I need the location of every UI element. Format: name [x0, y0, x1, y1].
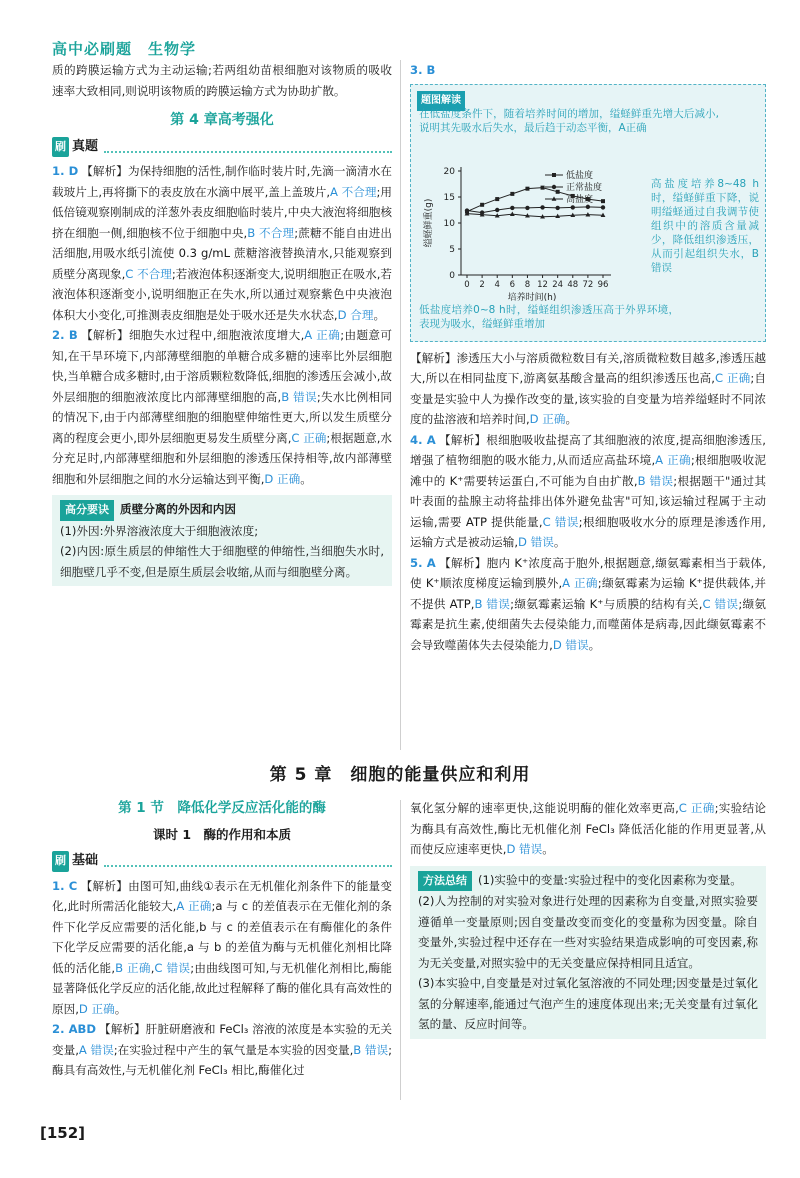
- x-tick-label: 2: [479, 279, 485, 290]
- x-tick-label: 12: [537, 279, 548, 290]
- x-tick-label: 24: [552, 279, 564, 290]
- analysis-label: 【解析】: [410, 350, 457, 365]
- answer-text: 渗透压大小与溶质微粒数目有关,溶质微粒数目越多,渗透压越大,所以在相同盐度下,游离氨基酸含量高的组织渗透压也高,: [410, 350, 766, 385]
- answer-text: ;在实验过程中产生的氧气量是本实验的因变量,: [113, 1042, 354, 1057]
- answer-text: ;酶具有高效性,与无机催化剂 FeCl₃ 相比,酶催化过: [52, 1042, 393, 1077]
- answer-text: ;失水比例相同的情况下,由于内部薄壁细胞的细胞壁伸缩性更大,所以发生质壁分离的程度会更小,即外层细胞更易发生质壁分离,: [52, 389, 392, 445]
- jichu-label: 基础: [72, 853, 99, 868]
- option-verdict: D 错误: [518, 535, 554, 549]
- option-verdict: A 正确: [562, 576, 598, 590]
- dotted-rule: [104, 855, 392, 867]
- right-column-bottom: [410, 798, 766, 1039]
- x-tick-label: 6: [509, 279, 516, 290]
- option-verdict: A 正确: [176, 899, 212, 913]
- answer-4: [410, 430, 766, 553]
- analysis-label: 【解析】: [438, 555, 487, 570]
- series-line-2: [467, 213, 603, 216]
- answer-text: 。: [542, 842, 554, 856]
- answer-2: [52, 325, 392, 489]
- answer-text: ;用低倍镜观察刚制成的洋葱外表皮细胞临时装片,中央大液泡将细胞核挤在细胞一侧,细胞核不位于细胞中央,: [52, 184, 392, 240]
- data-point: [495, 197, 499, 201]
- basic-answer-2-cont: [410, 798, 766, 860]
- answer-text: 。: [114, 1001, 127, 1016]
- x-axis-label: 培养时间(h): [507, 292, 557, 303]
- option-verdict: A 错误: [78, 1042, 114, 1057]
- tip-title: 质壁分离的外因和内因: [120, 502, 236, 516]
- data-point: [571, 205, 575, 209]
- section1-title: 第 1 节 降低化学反应活化能的酶: [118, 800, 326, 816]
- legend-label: 正常盐度: [566, 182, 603, 193]
- legend-marker: [552, 184, 556, 188]
- answer-text: 由图可知,曲线①表示在无机催化剂条件下的能量变化,此时所需活化能较大,: [52, 878, 392, 913]
- left-column-bottom: [52, 798, 392, 1081]
- basic-answer-1-number: 1. C: [52, 878, 78, 893]
- y-tick-label: 15: [443, 192, 455, 203]
- option-verdict: B 错误: [637, 473, 674, 488]
- answer-text: 。: [588, 637, 601, 652]
- figure-note-bottom: 低盐度培养0~8 h时，缢蛏组织渗透压高于外界环境，表现为吸水，缢蛏鲜重增加: [419, 303, 679, 330]
- data-point: [510, 191, 514, 195]
- option-verdict: A 正确: [304, 328, 341, 342]
- answer-text: ;缬氨霉素运输 K⁺与质膜的结构有关,: [510, 596, 703, 611]
- option-verdict: D 错误: [552, 637, 589, 652]
- page-number: [152]: [40, 1124, 86, 1142]
- option-verdict: A 正确: [655, 453, 691, 467]
- answer-text: 肝脏研磨液和 FeCl₃ 溶液的浓度是本实验的无关变量,: [52, 1022, 392, 1057]
- y-axis-label: 缢蛏鲜重(g): [424, 198, 434, 247]
- option-verdict: D 正确: [264, 471, 301, 486]
- data-point: [556, 189, 560, 193]
- method-box: [410, 866, 766, 1039]
- x-tick-label: 48: [567, 279, 579, 290]
- zhenti-heading: [52, 137, 392, 158]
- jichu-tag: 刷: [52, 851, 69, 872]
- answer-text: 根细胞吸收盐提高了其细胞液的浓度,提高细胞渗透压,增强了植物细胞的吸水能力,从而适应高盐环境,: [410, 432, 766, 467]
- column-divider-bottom: [400, 800, 401, 1100]
- answer-text: ;根据题意,水分充足时,内部薄壁细胞和外层细胞的渗透压保持相等,故内部薄壁细胞和外层细胞之间的水分运输达到平衡,: [52, 430, 393, 486]
- answer-text: ;根细胞吸收泥滩中的 K⁺需要转运蛋白,不可能为自由扩散,: [410, 453, 766, 488]
- answer-1: [52, 161, 392, 325]
- method-line-2: (2)人为控制的对实验对象进行处理的因素称为自变量,对照实验要遵循单一变量原则;因自变量改变而变化的变量称为因变量。除自变量外,实验过程中还存在一些对实验结果造成影响的可变因素,称为无关变量,对照实验中的无关变量应保持相同且适宜。: [418, 894, 758, 970]
- running-header: 高中必刷题 生物学: [52, 40, 197, 58]
- figure-tag: 题图解读: [417, 91, 465, 112]
- option-verdict: B 错误: [281, 389, 317, 404]
- answer-text: ;实验结论为酶具有高效性,酶比无机催化剂 FeCl₃ 降低活化能的作用更显著,从而使反应速率更快,: [410, 801, 766, 856]
- x-tick-label: 0: [464, 279, 470, 290]
- data-point: [510, 211, 515, 215]
- data-point: [586, 204, 590, 208]
- answer-4-number: 4. A: [410, 432, 436, 447]
- method-line-1: (1)实验中的变量:实验过程中的变化因素称为变量。: [478, 872, 742, 887]
- zhenti-label: 真题: [72, 138, 99, 154]
- answer-3-analysis: [410, 348, 766, 430]
- figure-note-right: 高盐度培养8~48 h时，缢蛏鲜重下降，说明缢蛏通过自我调节使组织中的溶质含量减少，降低组织渗透压，从而引起组织失水，B错误: [651, 177, 759, 274]
- option-verdict: A 不合理: [330, 184, 377, 199]
- answer-3-number: 3. B: [410, 63, 436, 77]
- data-point: [525, 205, 529, 209]
- data-point: [601, 199, 605, 203]
- data-point: [555, 205, 559, 209]
- analysis-label: 【解析】: [99, 1022, 146, 1036]
- dotted-rule: [104, 141, 392, 153]
- answer-5-number: 5. A: [410, 555, 436, 570]
- tip-box: [52, 495, 392, 586]
- answer-text: 氧化氢分解的速率更快,这能说明酶的催化效率更高,: [410, 801, 679, 815]
- method-line-3: (3)本实验中,自变量是对过氧化氢溶液的不同处理;因变量是过氧化氢的分解速率,能通过气泡产生的速度体现出来;无关变量有过氧化氢的量、反应时间等。: [418, 976, 758, 1031]
- option-verdict: B 错误: [474, 596, 511, 611]
- method-tag: 方法总结: [418, 871, 472, 892]
- option-verdict: D 正确: [78, 1001, 115, 1016]
- left-column-top: [52, 60, 392, 586]
- answer-text: 胞内 K⁺浓度高于胞外,根据题意,缬氨霉素相当于载体,使 K⁺顺浓度梯度运输到膜外,: [410, 555, 766, 590]
- figure-note-top: 在低盐度条件下，随着培养时间的增加，缢蛏鲜重先增大后减小,说明其先吸水后失水，最后趋于动态平衡，A正确: [419, 107, 719, 134]
- legend-label: 低盐度: [566, 170, 594, 181]
- series-line-1: [467, 206, 603, 212]
- option-verdict: C 正确: [714, 371, 751, 385]
- data-point: [540, 205, 544, 209]
- chapter5-title: 第 5 章 细胞的能量供应和利用: [269, 765, 531, 785]
- data-point: [495, 207, 499, 211]
- basic-answer-1: 1. C 【解析】由图可知,曲线①表示在无机催化剂条件下的能量变化,此时所需活化能较大,A 正确;a 与 c 的差值表示在无催化剂的条件下化学反应需要的活化能,b 与 c 的差值表示在有酶催化的条件下化学反应需要的活化能,a 与 b 的差值为酶与无机催化剂相比降低的活化能,B 正确,C 错误;由曲线图可知,与无机催化剂相比,酶能显著降低化学反应的活化能,故此过程解释了酶的催化具有高效性的原因,D 正确。: [52, 878, 393, 1016]
- answer-text: 。: [553, 535, 566, 549]
- legend-marker: [552, 173, 556, 177]
- lesson1-title: 课时 1 酶的作用和本质: [152, 826, 292, 842]
- answer-text: 。: [565, 412, 578, 426]
- basic-answer-2: [52, 1019, 392, 1081]
- option-verdict: B 错误: [353, 1042, 389, 1057]
- answer-text: ;缬氨霉素为运输 K⁺提供载体,并不提供 ATP,: [410, 576, 766, 611]
- figure-box: [410, 84, 766, 342]
- answer-text: ;根据题干"通过其叶表面的盐腺主动将盐排出体外避免盐害"可知,该运输过程属于主动运输,需要 ATP 提供能量,: [410, 473, 766, 529]
- answer-text: 细胞失水过程中,细胞液浓度增大,: [128, 328, 305, 342]
- answer-text: ;缬氨霉素是抗生素,使细菌失去侵染能力,而噬菌体是病毒,因此缬氨霉素不会导致噬菌体失去侵染能力,: [410, 596, 767, 652]
- jichu-heading: [52, 851, 392, 872]
- answer-text: ;由曲线图可知,与无机催化剂相比,酶能显著降低化学反应的活化能,故此过程解释了酶的催化具有高效性的原因,: [52, 960, 393, 1016]
- x-tick-label: 72: [582, 279, 594, 290]
- data-point: [601, 205, 605, 209]
- option-verdict: D 错误: [506, 842, 543, 856]
- option-verdict: C 正确: [678, 801, 715, 815]
- answer-text: ;根细胞吸收水分的原理是渗透作用,运输方式是被动运输,: [410, 514, 766, 549]
- option-verdict: B 正确: [115, 960, 151, 975]
- option-verdict: D 正确: [529, 412, 566, 426]
- x-tick-label: 4: [494, 279, 500, 290]
- y-tick-label: 20: [443, 166, 455, 177]
- y-tick-label: 5: [449, 244, 455, 255]
- answer-text: 为保持细胞的活性,制作临时装片时,先滴一滴清水在载玻片上,再将撕下的表皮放在水滴中展平,盖上盖玻片,: [52, 164, 392, 199]
- analysis-label: 【解析】: [80, 328, 129, 342]
- option-verdict: C 错误: [154, 960, 191, 975]
- analysis-label: 【解析】: [81, 164, 128, 178]
- line-chart: [417, 163, 647, 303]
- y-tick-label: 0: [449, 270, 455, 281]
- answer-text: ;自变量是实验中人为操作改变的量,该实验的自变量为培养缢蛏时不同浓度的盐溶液和培养时间,: [410, 371, 767, 426]
- option-verdict: C 正确: [291, 430, 327, 445]
- x-tick-label: 96: [597, 279, 609, 290]
- x-tick-label: 8: [524, 279, 531, 290]
- zhenti-tag: 刷: [52, 137, 69, 158]
- tip-line-2: (2)内因:原生质层的伸缩性大于细胞壁的伸缩性,当细胞失水时,细胞壁几乎不变,但是原生质层会收缩,从而与细胞壁分离。: [60, 544, 384, 579]
- legend-label: 高盐度: [566, 194, 594, 205]
- data-point: [541, 185, 545, 189]
- answer-text: ;a 与 c 的差值表示在无催化剂的条件下化学反应需要的活化能,b 与 c 的差值表示在有酶催化的条件下化学反应需要的活化能,a 与 b 的差值为酶与无机催化剂相比降低的活化能,: [52, 899, 392, 975]
- tip-tag: 高分要诀: [60, 500, 114, 521]
- answer-text: 。: [373, 307, 386, 322]
- option-verdict: C 不合理: [125, 266, 172, 281]
- option-verdict: D 合理: [337, 307, 374, 322]
- basic-answer-2-number: 2. ABD: [52, 1022, 96, 1036]
- answer-1-number: 1. D: [52, 164, 79, 178]
- answer-2-number: 2. B: [52, 328, 78, 342]
- answer-text: ;若液泡体积逐渐变大,说明细胞正在吸水,若液泡体积逐渐变小,说明细胞正在失水,所以通过观察紫色中央液泡体积大小变化,可推测表皮细胞是处于吸水还是失水状态,: [52, 266, 393, 322]
- data-point: [510, 205, 514, 209]
- option-verdict: C 错误: [542, 514, 579, 529]
- column-divider: [400, 60, 401, 750]
- analysis-label: 【解析】: [80, 878, 129, 893]
- option-verdict: B 不合理: [247, 225, 295, 240]
- answer-text: 。: [300, 471, 312, 486]
- data-point: [525, 186, 529, 190]
- chapter4-title: 第 4 章高考强化: [170, 112, 274, 128]
- continued-text: 质的跨膜运输方式为主动运输;若两组幼苗根细胞对该物质的吸收速率大致相同,则说明该物质的跨膜运输方式为协助扩散。: [52, 63, 392, 98]
- tip-line-1: (1)外因:外界溶液浓度大于细胞液浓度;: [60, 523, 259, 538]
- answer-text: ;由题意可知,在干旱环境下,内部薄壁细胞的单糖合成多糖的速率比外层细胞快,当单糖合成多糖时,由于溶质颗粒数降低,细胞的渗透压会减小,故外层细胞的细胞液浓度比内部薄壁细胞的高,: [52, 328, 392, 404]
- option-verdict: C 错误: [702, 596, 739, 611]
- analysis-label: 【解析】: [438, 432, 487, 447]
- y-tick-label: 10: [443, 218, 455, 229]
- right-column-top: [410, 60, 766, 655]
- answer-text: ;蔗糖不能自由进出活细胞,用吸水纸引流使 0.3 g/mL 蔗糖溶液替换清水,只能观察到质壁分离现象,: [52, 225, 393, 281]
- answer-5: [410, 553, 766, 656]
- data-point: [480, 202, 484, 206]
